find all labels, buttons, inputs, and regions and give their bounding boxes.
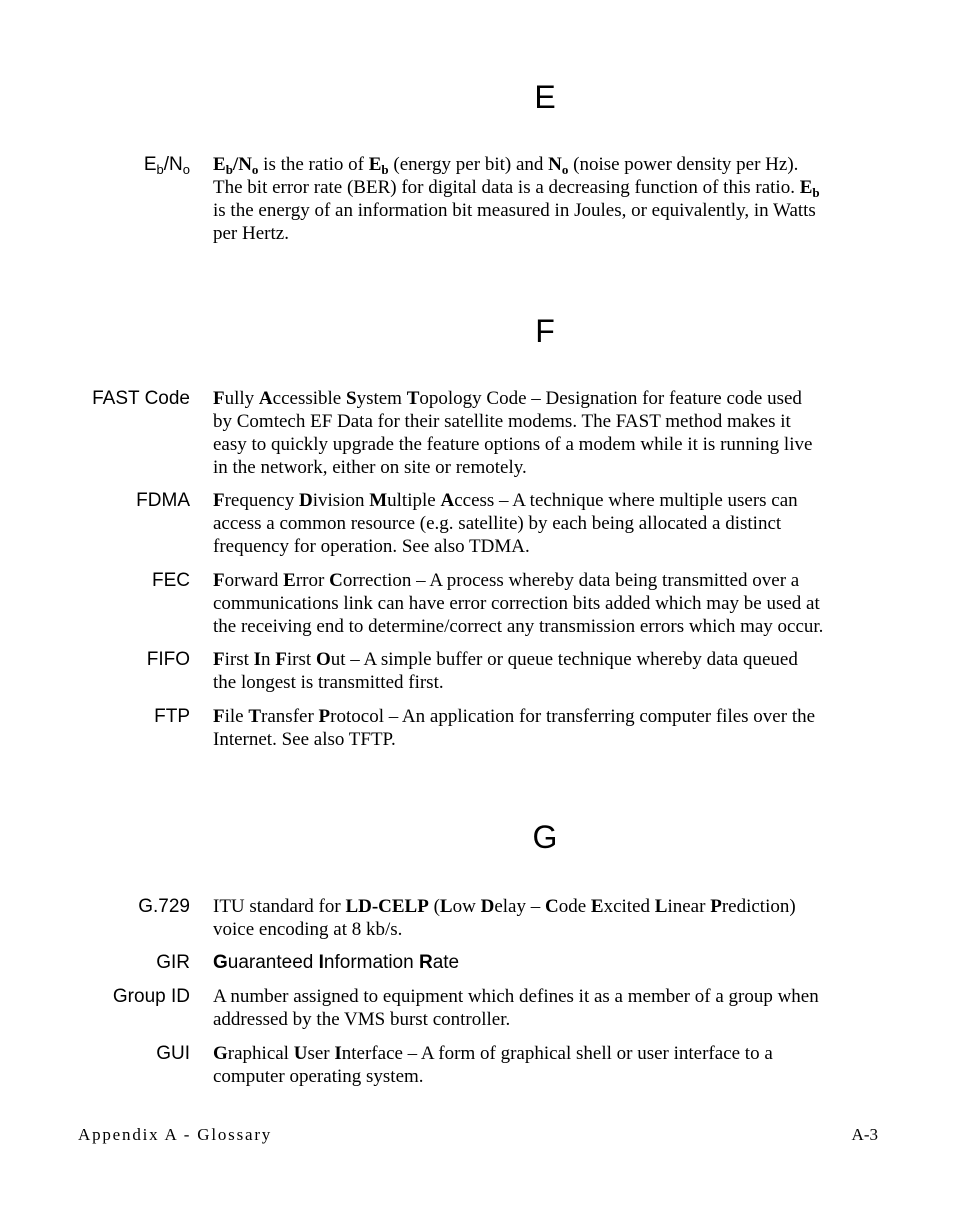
bold-initial: A — [440, 490, 455, 511]
definition-line: is the energy of an information bit measured in Joules, or equivalently, in Watts — [213, 200, 816, 221]
glossary-definition-fdma — [213, 489, 881, 558]
bold-subscript: b — [381, 162, 389, 177]
bold-term: E — [368, 154, 382, 175]
term-subscript: b — [156, 162, 164, 177]
definition-line: communications link can have error correction bits added which may be used at — [213, 593, 820, 614]
definition-text: ystem — [356, 388, 407, 409]
bold-initial: G — [213, 1043, 228, 1064]
definition-text: is the ratio of — [258, 154, 369, 175]
bold-initial: I — [318, 952, 324, 973]
definition-text: requency — [224, 490, 299, 511]
bold-subscript: b — [225, 162, 233, 177]
definition-line — [213, 951, 881, 974]
bold-initial: D — [480, 896, 495, 917]
definition-text: orward — [224, 570, 284, 591]
definition-text: irst — [286, 649, 316, 670]
glossary-term-fec: FEC — [152, 570, 190, 591]
definition-text: (noise power density per Hz). — [568, 154, 799, 175]
bold-initial: F — [213, 570, 225, 591]
bold-initial: I — [334, 1043, 342, 1064]
definition-line: frequency for operation. See also TDMA. — [213, 536, 530, 557]
bold-initial: U — [293, 1043, 308, 1064]
definition-text: ( — [428, 896, 440, 917]
definition-text: uaranteed — [227, 952, 319, 973]
bold-initial: L — [654, 896, 668, 917]
definition-text: ow — [452, 896, 481, 917]
glossary-term-g729: G.729 — [138, 896, 190, 917]
glossary-term-ebno — [144, 153, 190, 176]
definition-line — [213, 489, 881, 512]
page-footer-title: Appendix A - Glossary — [78, 1125, 273, 1144]
definition-text: ivision — [312, 490, 370, 511]
definition-text: ully — [224, 388, 259, 409]
bold-initial: F — [213, 388, 225, 409]
bold-initial: S — [345, 388, 357, 409]
definition-text: ser — [307, 1043, 335, 1064]
definition-text: orrection – A process whereby data being transmitted over a — [342, 570, 800, 591]
term-part: /N — [163, 154, 183, 175]
definition-line — [213, 387, 881, 410]
definition-line: computer operating system. — [213, 1066, 424, 1087]
definition-text: ate — [432, 952, 460, 973]
definition-line: per Hertz. — [213, 223, 289, 244]
definition-text: raphical — [227, 1043, 294, 1064]
definition-line: addressed by the VMS burst controller. — [213, 1009, 511, 1030]
bold-initial: O — [315, 649, 331, 670]
bold-initial: E — [590, 896, 604, 917]
definition-text: n — [261, 649, 276, 670]
definition-text: inear — [667, 896, 711, 917]
definition-text: rotocol – An application for transferring computer files over the — [330, 706, 816, 727]
glossary-definition-gir — [213, 951, 881, 974]
definition-line — [213, 176, 881, 199]
definition-text: (energy per bit) and — [388, 154, 549, 175]
definition-text: rediction) — [721, 896, 796, 917]
bold-term: LD-CELP — [345, 896, 429, 917]
term-subscript: o — [182, 162, 190, 177]
glossary-term-fdma: FDMA — [136, 490, 190, 511]
glossary-term-group-id: Group ID — [112, 986, 190, 1007]
definition-line — [213, 153, 881, 176]
definition-line — [213, 569, 881, 592]
definition-line: the longest is transmitted first. — [213, 672, 444, 693]
definition-text: ut – A simple buffer or queue technique whereby data queued — [330, 649, 798, 670]
bold-initial: R — [418, 952, 433, 973]
definition-line: by Comtech EF Data for their satellite modems. The FAST method makes it — [213, 411, 791, 432]
bold-initial: F — [213, 706, 225, 727]
bold-term: E — [213, 154, 226, 175]
bold-term: E — [799, 177, 813, 198]
definition-line: A number assigned to equipment which defines it as a member of a group when — [213, 986, 819, 1007]
definition-text: ccess – A technique where multiple users can — [454, 490, 798, 511]
bold-initial: F — [213, 649, 225, 670]
bold-subscript: b — [812, 185, 820, 200]
definition-text: ccessible — [272, 388, 346, 409]
section-heading-e: E — [534, 79, 556, 115]
bold-initial: P — [710, 896, 722, 917]
glossary-definition-group-id — [213, 985, 881, 1031]
definition-text: ultiple — [387, 490, 441, 511]
glossary-definition-fifo — [213, 648, 881, 694]
definition-text: rror — [295, 570, 330, 591]
definition-line: easy to quickly upgrade the feature options of a modem while it is running live — [213, 434, 813, 455]
definition-text: irst — [224, 649, 254, 670]
definition-text: xcited — [603, 896, 655, 917]
bold-initial: M — [369, 490, 388, 511]
definition-text: nformation — [323, 952, 419, 973]
section-heading-g: G — [532, 819, 558, 855]
bold-subscript: o — [251, 162, 259, 177]
glossary-definition-fec — [213, 569, 881, 638]
definition-line: in the network, either on site or remotely. — [213, 457, 527, 478]
page-number: A-3 — [851, 1125, 878, 1144]
bold-initial: L — [439, 896, 453, 917]
definition-text: nterface – A form of graphical shell or user interface to a — [341, 1043, 773, 1064]
definition-text: The bit error rate (BER) for digital data is a decreasing function of this ratio. — [213, 177, 800, 198]
glossary-term-ftp: FTP — [154, 706, 190, 727]
bold-initial: I — [253, 649, 262, 670]
glossary-definition-ebno — [213, 153, 881, 245]
definition-line: access a common resource (e.g. satellite) by each being allocated a distinct — [213, 513, 782, 534]
bold-initial: F — [213, 490, 225, 511]
definition-text: ode — [558, 896, 591, 917]
definition-line — [213, 648, 881, 671]
glossary-term-gui: GUI — [156, 1043, 190, 1064]
glossary-definition-fast-code — [213, 387, 881, 479]
bold-initial: P — [318, 706, 331, 727]
definition-text: ITU standard for — [213, 896, 346, 917]
definition-line — [213, 1042, 881, 1065]
bold-initial: F — [275, 649, 287, 670]
definition-line: the receiving end to determine/correct any transmission errors which may occur. — [213, 616, 824, 637]
bold-term: /N — [232, 154, 252, 175]
section-heading-f: F — [535, 313, 555, 349]
bold-initial: D — [299, 490, 313, 511]
glossary-term-fast-code: FAST Code — [92, 388, 190, 409]
definition-line — [213, 895, 881, 918]
bold-initial: T — [248, 706, 262, 727]
bold-initial: A — [258, 388, 273, 409]
glossary-definition-gui — [213, 1042, 881, 1088]
glossary-term-fifo: FIFO — [146, 649, 190, 670]
definition-line: voice encoding at 8 kb/s. — [213, 919, 403, 940]
bold-initial: G — [213, 952, 228, 973]
term-part: E — [143, 154, 157, 175]
bold-initial: T — [406, 388, 420, 409]
bold-initial: C — [544, 896, 559, 917]
definition-text: ransfer — [261, 706, 319, 727]
glossary-term-gir: GIR — [156, 952, 190, 973]
glossary-definition-ftp — [213, 705, 881, 751]
bold-initial: C — [329, 570, 343, 591]
definition-text: ile — [224, 706, 249, 727]
definition-text: opology Code – Designation for feature code used — [419, 388, 802, 409]
definition-text: elay – — [494, 896, 545, 917]
bold-subscript: o — [561, 162, 569, 177]
glossary-definition-g729 — [213, 895, 881, 941]
definition-line: Internet. See also TFTP. — [213, 729, 396, 750]
definition-line — [213, 705, 881, 728]
bold-initial: E — [283, 570, 296, 591]
bold-term: N — [548, 154, 562, 175]
